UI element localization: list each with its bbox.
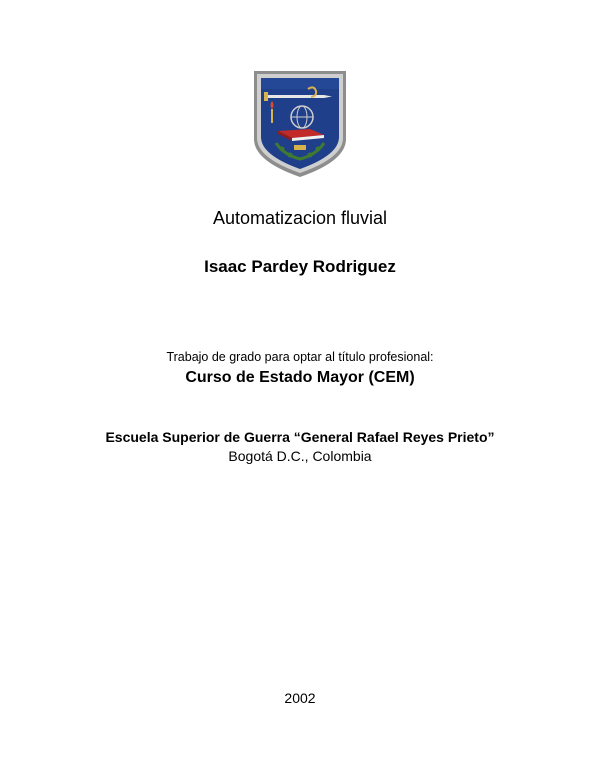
institution-name: Escuela Superior de Guerra “General Rafael Reyes Prieto”: [105, 429, 495, 445]
military-school-crest-icon: [252, 69, 348, 179]
institution-location: Bogotá D.C., Colombia: [228, 448, 372, 464]
degree-intro: Trabajo de grado para optar al título profesional:: [166, 350, 434, 364]
author-name: Isaac Pardey Rodriguez: [204, 257, 396, 276]
thesis-title: Automatizacion fluvial: [212, 208, 388, 228]
degree-name: Curso de Estado Mayor (CEM): [185, 369, 415, 386]
publication-year: 2002: [284, 690, 316, 706]
